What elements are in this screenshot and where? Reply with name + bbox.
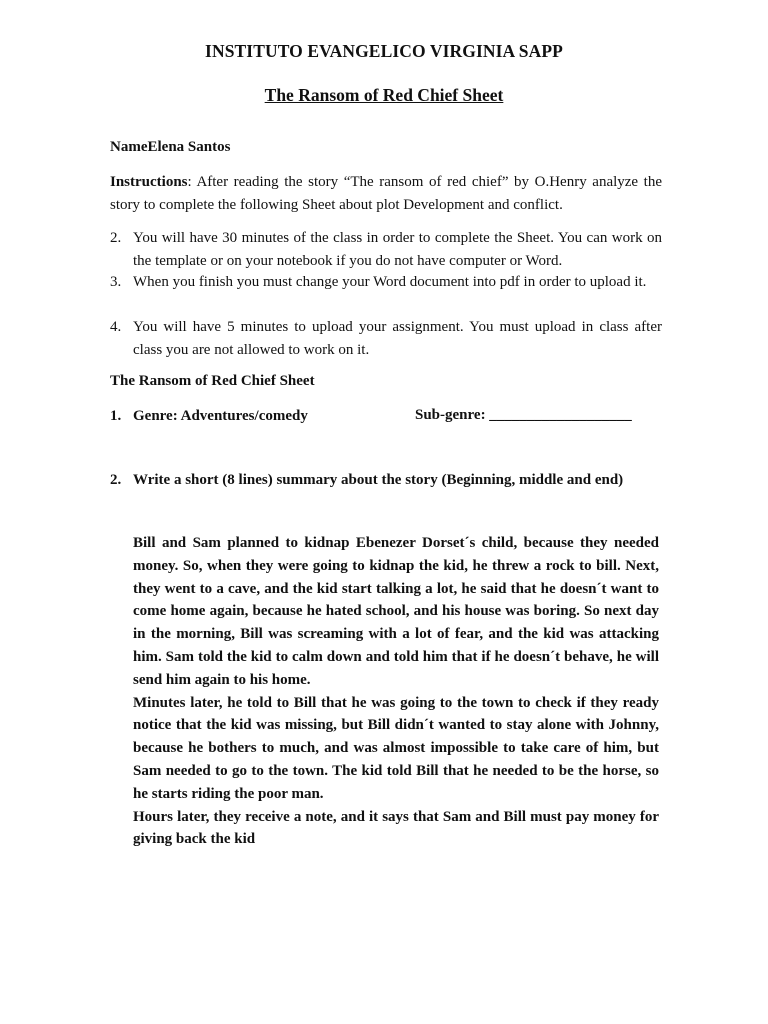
summary-answer [133,532,659,851]
instructions-text: : After reading the story “The ransom of red chief” by O.Henry analyze the story to complete the following Sheet about plot Development and conflict. [110,174,662,213]
summary-paragraph: Bill and Sam planned to kidnap Ebenezer Dorset´s child, because they needed money. So, when they were going to kidnap the kid, he threw a rock to bill. Next, they went to a cave, and the kid start talking a lot, he said that he doesn´t want to come home again, because he hated school, and his house was boring. So next day in the morning, Bill was screaming with a lot of fear, and the kid was attacking him. Sam told the kid to calm down and told him that if he doesn´t behave, he will send him again to his home. [133,535,659,688]
name-label: Name [110,139,148,155]
rule-text: You will have 30 minutes of the class in order to complete the Sheet. You can work on the template or on your notebook if you do not have computer or Word. [133,230,662,269]
rule-text: You will have 5 minutes to upload your assignment. You must upload in class after class you are not allowed to work on it. [133,319,662,358]
subgenre-field: Sub-genre: ___________________ [415,407,632,423]
sheet-heading: The Ransom of Red Chief Sheet [110,373,315,389]
rule-item [110,271,662,294]
rule-item [110,227,662,272]
instructions-label: Instructions [110,174,188,190]
instructions-paragraph [110,171,662,216]
genre-text: Genre: Adventures/comedy [133,408,308,424]
rule-number: 3. [110,274,122,290]
name-value: Elena Santos [147,139,231,155]
summary-paragraph: Minutes later, he told to Bill that he was going to the town to check if they ready notice that the kid was missing, but Bill didn´t wanted to stay alone with Johnny, because he bothers to much, and was almost impossible to take care of him, but Sam needed to go to the town. The kid told Bill that he needed to be the horse, so he starts riding the poor man. [133,694,659,802]
student-name-line [110,139,230,156]
page-title [0,85,768,106]
summary-paragraph: Hours later, they receive a note, and it says that Sam and Bill must pay money for giving back the kid [133,808,659,848]
page-title-text: The Ransom of Red Chief Sheet [264,85,504,105]
rule-text: When you finish you must change your Word document into pdf in order to upload it. [133,274,647,290]
rule-number: 4. [110,319,122,335]
rule-item [110,316,662,361]
rule-number: 2. [110,230,122,246]
question-2 [110,469,662,492]
question-prompt: Write a short (8 lines) summary about the story (Beginning, middle and end) [133,472,624,488]
question-number: 2. [110,472,122,488]
school-name: INSTITUTO EVANGELICO VIRGINIA SAPP [205,41,563,61]
question-number: 1. [110,408,122,424]
